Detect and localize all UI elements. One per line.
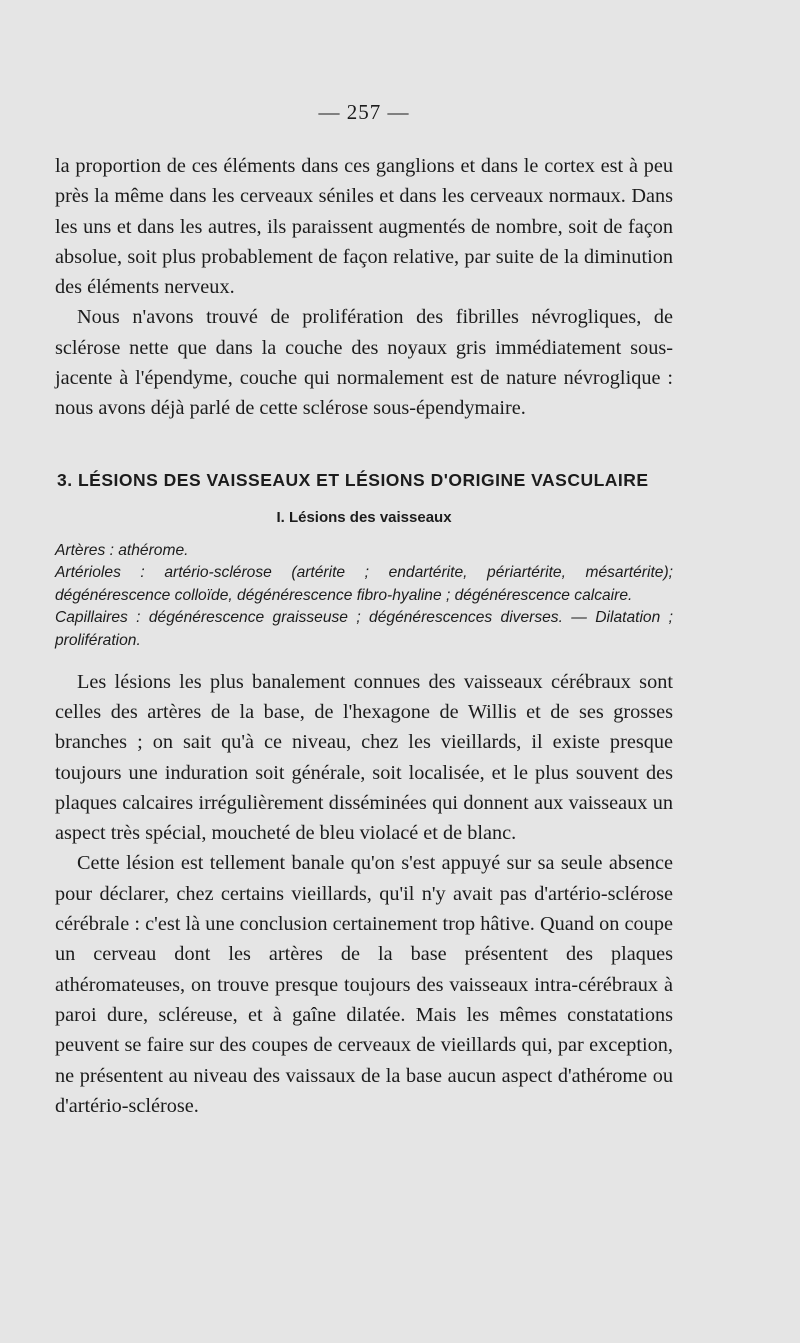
summary-arteres: Artères : athérome. [55,541,189,559]
subsection-title: I. Lésions des vaisseaux [276,508,452,526]
summary-capillaires: Capillaires : dégénérescence graisseuse ; dégénérescences diverses. — Dilatation ; prolifération. [55,609,673,650]
page-number: — 257 — [318,100,410,124]
paragraph-1: la proportion de ces éléments dans ces ganglions et dans le cortex est à peu près la même dans les cerveaux séniles et dans les cerveaux normaux. Dans les uns et dans les autres, ils paraissent augmentés de nombre, soit de façon absolue, soit plus probablement de façon relative, par suite de la diminution des éléments nerveux. [55,155,673,299]
summary-block [55,540,673,653]
section-title: 3. LÉSIONS DES VAISSEAUX ET LÉSIONS D'ORIGINE VASCULAIRE [57,469,649,490]
paragraph-3: Les lésions les plus banalement connues des vaisseaux cérébraux sont celles des artères de la base, de l'hexagone de Willis et de ses grosses branches ; on sait qu'à ce niveau, chez les vieillards, il existe presque toujours une induration soit générale, soit localisée, et le plus souvent des plaques calcaires irrégulièrement disséminées qui donnent aux vaisseaux un aspect très spécial, moucheté de bleu violacé et de blanc. [55,670,673,845]
document-page [55,100,673,1121]
paragraph-2: Nous n'avons trouvé de prolifération des fibrilles névrogliques, de sclérose nette que dans la couche des noyaux gris immédiatement sous-jacente à l'épendyme, couche qui normalement est de nature névroglique : nous avons déjà parlé de cette sclérose sous-épendymaire. [55,306,673,420]
paragraph-4: Cette lésion est tellement banale qu'on s'est appuyé sur sa seule absence pour déclarer, chez certains vieillards, qu'il n'y avait pas d'artério-sclérose cérébrale : c'est là une conclusion certainement trop hâtive. Quand on coupe un cerveau dont les artères de la base présentent des plaques athéromateuses, on trouve presque toujours des vaisseaux intra-cérébraux à paroi dure, scléreuse, et à gaîne dilatée. Mais les mêmes constatations peuvent se faire sur des coupes de cerveaux de vieillards qui, par exception, ne présentent au niveau des vaissaux de la base aucun aspect d'athérome ou d'artério-sclérose. [55,852,673,1117]
summary-arterioles: Artérioles : artério-sclérose (artérite ; endartérite, périartérite, mésartérite); dégénérescence colloïde, dégénérescence fibro-hyaline ; dégénérescence calcaire. [55,564,673,604]
